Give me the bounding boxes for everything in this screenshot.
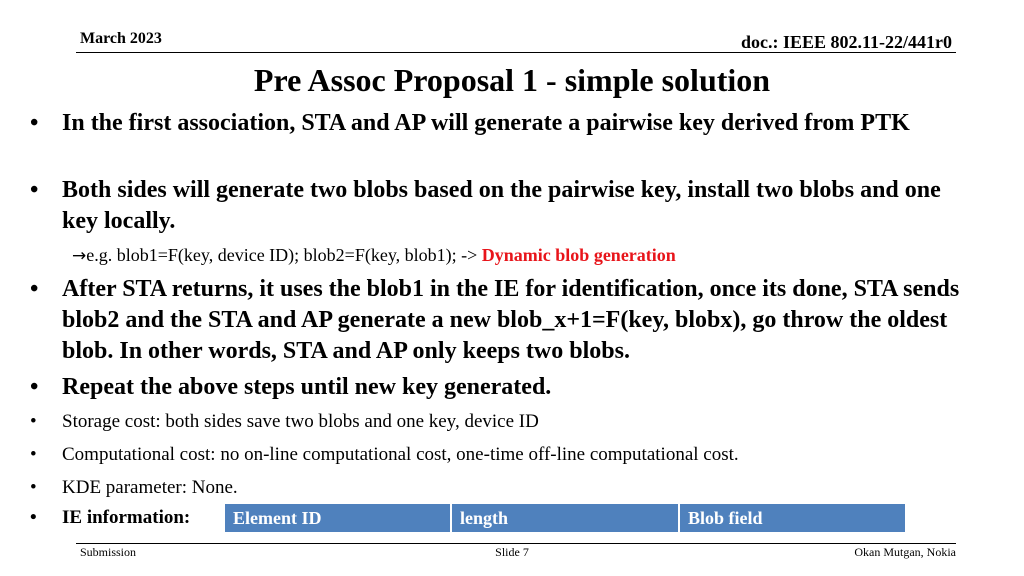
bullet-text: IE information:: [62, 507, 191, 528]
bullet-dot: •: [30, 444, 37, 465]
header-doc-id: doc.: IEEE 802.11-22/441r0: [740, 32, 952, 52]
bullet-text: Both sides will generate two blobs based on the pairwise key, install two blobs and one key locally.: [62, 177, 941, 234]
header-divider: [76, 52, 956, 53]
sub-item-text: e.g. blob1=F(key, device ID); blob2=F(key, blob1); ->: [86, 245, 482, 265]
arrow-right-icon: →: [72, 246, 87, 266]
bullet-dot: •: [30, 374, 39, 400]
bullet-dot: •: [30, 477, 37, 498]
footer-divider: [76, 543, 956, 544]
bullet-dot: •: [30, 411, 37, 432]
bullet-dot: •: [30, 110, 39, 136]
sub-item: [72, 243, 676, 268]
header-date: March 2023: [80, 30, 162, 47]
bullet-text: KDE parameter: None.: [62, 477, 238, 498]
footer-author: Okan Mutgan, Nokia: [854, 545, 956, 559]
bullet-text: In the first association, STA and AP will generate a pairwise key derived from PTK: [62, 110, 910, 136]
table-header-cell: Element ID: [225, 504, 452, 532]
table-header-cell: length: [452, 504, 680, 532]
ie-information-table: [225, 504, 905, 532]
bullet-text: Storage cost: both sides save two blobs and one key, device ID: [62, 411, 539, 432]
bullet-dot: •: [30, 177, 39, 203]
slide-title: Pre Assoc Proposal 1 - simple solution: [253, 62, 771, 98]
bullet-text: Repeat the above steps until new key generated.: [62, 374, 552, 400]
table-header-cell: Blob field: [680, 504, 905, 532]
bullet-dot: •: [30, 276, 39, 302]
sub-item-highlight: Dynamic blob generation: [481, 245, 676, 265]
bullet-dot: •: [30, 507, 37, 528]
footer-submission: Submission: [80, 545, 137, 559]
footer-slide-number: Slide 7: [495, 545, 529, 559]
bullet-text: After STA returns, it uses the blob1 in the IE for identification, once its done, STA sends blob2 and the STA and AP generate a new blob_x+1=F(key, blobx), go throw the oldest blob. In other words, STA and AP only keeps two blobs.: [62, 276, 960, 364]
bullet-text: Computational cost: no on-line computational cost, one-time off-line computational cost.: [62, 444, 739, 465]
